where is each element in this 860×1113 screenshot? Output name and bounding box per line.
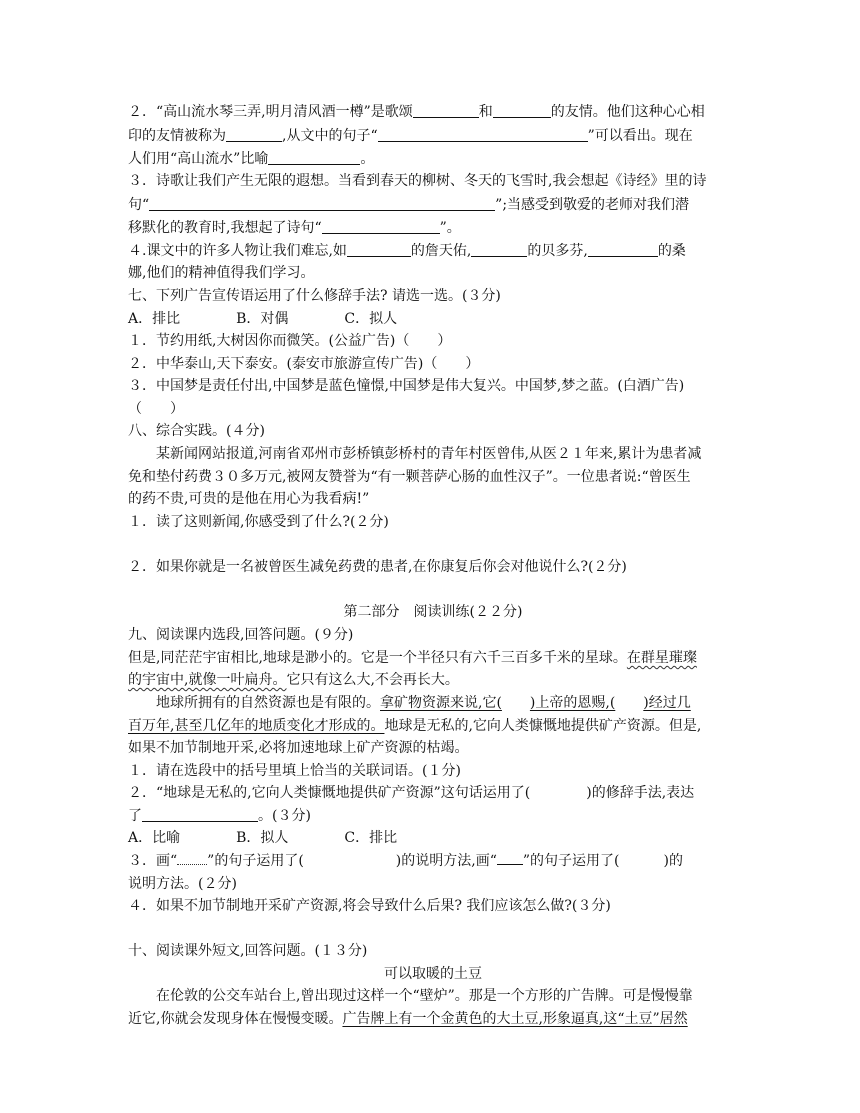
q8-heading: 八、综合实践。(４分) <box>128 423 265 439</box>
answer-paren[interactable] <box>502 692 530 714</box>
q6-item3-line1: ３．诗歌让我们产生无限的遐想。当看到春天的柳树、冬天的飞雪时,我会想起《诗经》里的诗 <box>128 173 707 189</box>
q7-options: A．排比 B．对偶 C．拟人 <box>128 311 398 327</box>
wavy-underline-sample <box>177 852 207 865</box>
q6-item2-line3: 人们用“高山流水”比喻 。 <box>128 151 375 167</box>
q9-passage-line4: 百万年,甚至几亿年的地质变化才形成的。地球是无私的,它向人类慷慨地提供矿产资源。但是, <box>128 718 702 734</box>
q9-passage-line1: 但是,同茫茫宇宙相比,地球是渺小的。它是一个半径只有六千三百多千米的星球。在群星璀璨 <box>128 650 697 666</box>
answer-blank[interactable] <box>493 102 551 118</box>
straight-underline-sample <box>497 852 523 865</box>
q9-item2-line1: ２．“地球是无私的,它向人类慷慨地提供矿产资源”这句话运用了( )的修辞手法,表达 <box>128 785 695 801</box>
q9-passage-line2: 的宇宙中,就像一叶扁舟。它只有这么大,不会再长大。 <box>128 672 459 688</box>
q7-item2: ２．中华泰山,天下泰安。(泰安市旅游宣传广告)（ ） <box>128 356 480 372</box>
answer-blank[interactable] <box>347 241 411 257</box>
answer-blank[interactable] <box>322 218 440 234</box>
answer-blank[interactable] <box>588 241 658 257</box>
q6-item2-line1: ２．“高山流水琴三弄,明月清风酒一樽”是歌颂 和 的友情。他们这种心心相 <box>128 104 705 120</box>
q7-item3: ３．中国梦是责任付出,中国梦是蓝色憧憬,中国梦是伟大复兴。中国梦,梦之蓝。(白酒广告) <box>128 378 685 394</box>
part2-title: 第二部分 阅读训练(２２分) <box>343 604 523 620</box>
q8-passage-line1: 某新闻网站报道,河南省邓州市彭桥镇彭桥村的青年村医曾伟,从医２１年来,累计为患者减 <box>156 446 702 462</box>
q8-item1: １．读了这则新闻,你感受到了什么?(２分) <box>128 514 389 530</box>
q9-item3-line2: 说明方法。(２分) <box>128 876 237 892</box>
answer-paren[interactable] <box>615 692 643 714</box>
q7-heading: 七、下列广告宣传语运用了什么修辞手法? 请选一选。(３分) <box>128 288 501 304</box>
answer-blank[interactable] <box>142 806 258 822</box>
q6-item2-line2: 印的友情被称为 ,从文中的句子“ ”可以看出。现在 <box>128 128 693 144</box>
q6-item4-line1: ４.课文中的许多人物让我们难忘,如 的詹天佑, 的贝多芬, 的桑 <box>128 243 686 259</box>
q9-item4: ４．如果不加节制地开采矿产资源,将会导致什么后果? 我们应该怎么做?(３分) <box>128 898 611 914</box>
q9-heading: 九、阅读课内选段,回答问题。(９分) <box>128 627 354 643</box>
q10-article-title: 可以取暖的土豆 <box>384 966 482 982</box>
q10-passage-line1: 在伦敦的公交车站台上,曾出现过这样一个“壁炉”。那是一个方形的广告牌。可是慢慢靠 <box>156 988 693 1004</box>
q7-item3-answer[interactable]: （ ） <box>128 401 184 417</box>
q9-passage-line3: 地球所拥有的自然资源也是有限的。拿矿物资源来说,它( )上帝的恩赐,( )经过几 <box>156 692 766 714</box>
q6-item3-line2: 句“ ”;当感受到敬爱的老师对我们潜 <box>128 197 690 213</box>
answer-blank[interactable] <box>149 195 495 211</box>
q9-options: A．比喻 B．拟人 C．排比 <box>128 830 398 846</box>
q9-passage-line5: 如果不加节制地开采,必将加速地球上矿产资源的枯竭。 <box>128 740 469 756</box>
q8-passage-line2: 免和垫付药费３０多万元,被网友赞誉为“有一颗菩萨心肠的血性汉子”。一位患者说:“曾医生 <box>128 469 691 485</box>
q6-item4-line2: 娜,他们的精神值得我们学习。 <box>128 265 315 281</box>
answer-blank[interactable] <box>471 241 527 257</box>
q9-item2-line2: 了 。(３分) <box>128 808 311 824</box>
q7-item1: １．节约用纸,大树因你而微笑。(公益广告)（ ） <box>128 333 452 349</box>
answer-blank[interactable] <box>378 126 588 142</box>
q6-item3-line3: 移默化的教育时,我想起了诗句“ ”。 <box>128 220 461 236</box>
q8-passage-line3: 的药不贵,可贵的是他在用心为我看病!” <box>128 491 370 507</box>
q8-item2: ２．如果你就是一名被曾医生减免药费的患者,在你康复后你会对他说什么?(２分) <box>128 559 627 575</box>
q10-passage-line2: 近它,你就会发现身体在慢慢变暖。广告牌上有一个金黄色的大土豆,形象逼真,这“土豆”居然 <box>128 1011 688 1027</box>
answer-blank[interactable] <box>268 149 360 165</box>
q9-item1: １．请在选段中的括号里填上恰当的关联词语。(１分) <box>128 763 461 779</box>
q9-item3-line1: ３．画“ ”的句子运用了( )的说明方法,画“ ”的句子运用了( )的 <box>128 853 683 869</box>
q10-heading: 十、阅读课外短文,回答问题。(１３分) <box>128 943 368 959</box>
answer-blank[interactable] <box>226 126 282 142</box>
answer-blank[interactable] <box>413 102 479 118</box>
